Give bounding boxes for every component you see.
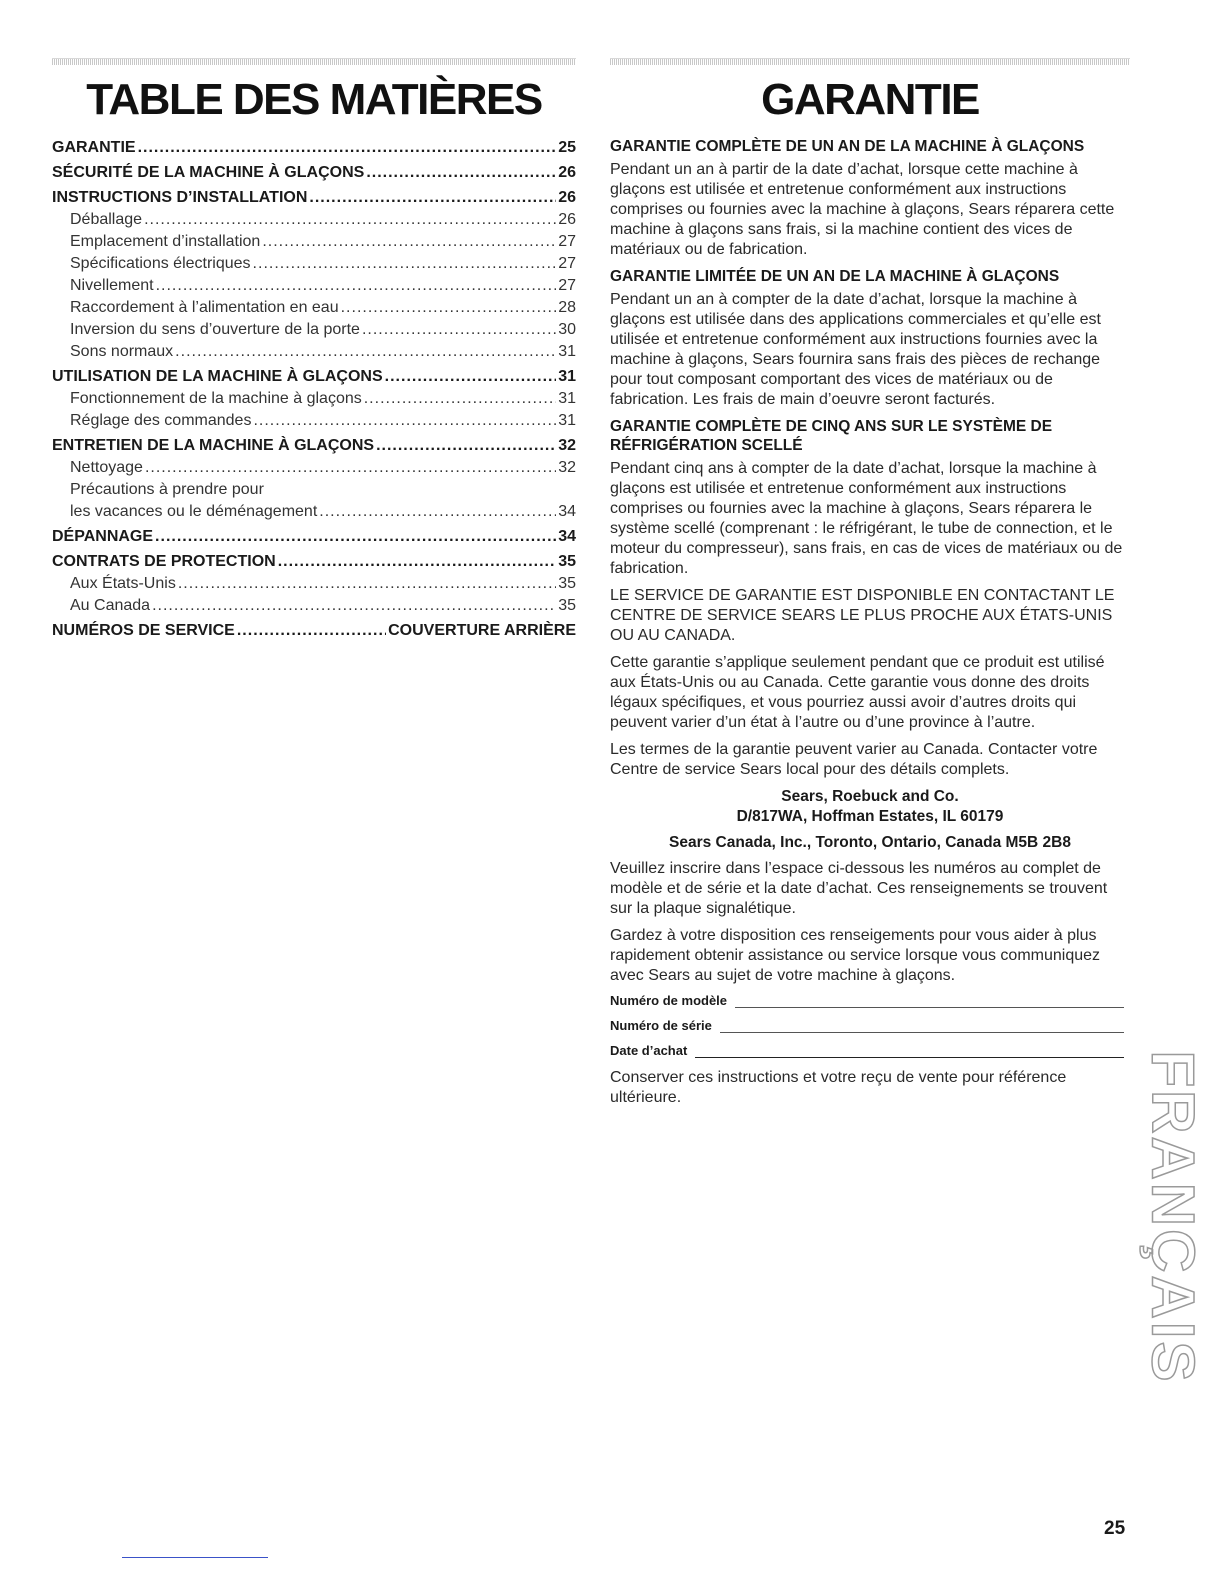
toc-entry — [52, 526, 576, 548]
toc-entry-label: UTILISATION DE LA MACHINE À GLAÇONS — [52, 368, 383, 385]
toc-column — [52, 58, 576, 642]
toc-entry — [52, 595, 576, 617]
toc-leader-dots — [341, 297, 557, 319]
model-number-row — [610, 993, 1130, 1008]
toc-entry-page: 34 — [558, 528, 576, 545]
scope-text: Cette garantie s’applique seulement pendant que ce produit est utilisé aux États-Unis ou au Canada. Cette garantie vous donne des droits légaux spécifiques, et vous pourriez aussi avoir d’autres droits qui peuvent varier d’un état à l’autre ou d’une province à l’autre. — [610, 654, 1105, 731]
toc-entry-label: Emplacement d’installation — [70, 233, 261, 250]
toc-leader-dots — [253, 253, 557, 275]
address-line-3: Sears Canada, Inc., Toronto, Ontario, Canada M5B 2B8 — [669, 834, 1071, 851]
toc-leader-dots — [364, 388, 556, 410]
address-line-1: Sears, Roebuck and Co. — [781, 788, 959, 805]
toc-entry-page: 25 — [558, 139, 576, 156]
toc-entry-label: Nettoyage — [70, 459, 143, 476]
purchase-date-label: Date d’achat — [610, 1043, 688, 1058]
toc-leader-dots — [376, 435, 556, 457]
toc-entry-label: SÉCURITÉ DE LA MACHINE À GLAÇONS — [52, 164, 365, 181]
warranty-column — [610, 58, 1130, 1115]
toc-leader-dots — [278, 551, 557, 573]
toc-entry — [52, 435, 576, 457]
toc-entry-page: 34 — [558, 503, 576, 520]
keep-text: Gardez à votre disposition ces renseigements pour vous aider à plus rapidement obtenir assistance ou service lorsque vous communiquez avec Sears au sujet de votre machine à glaçons. — [610, 927, 1101, 984]
toc-entry — [52, 366, 576, 388]
toc-entry-label: NUMÉROS DE SERVICE — [52, 622, 235, 639]
toc-entry-label: GARANTIE — [52, 139, 136, 156]
toc-entry-label: les vacances ou le déménagement — [70, 503, 318, 520]
toc-entry — [52, 319, 576, 341]
page-number: 25 — [1104, 1518, 1126, 1539]
toc-entry-label: Inversion du sens d’ouverture de la porte — [70, 321, 360, 338]
closing-text: Conserver ces instructions et votre reçu de vente pour référence ultérieure. — [610, 1069, 1067, 1106]
toc-entry-label: DÉPANNAGE — [52, 528, 154, 545]
toc-entry — [52, 162, 576, 184]
toc-leader-dots — [366, 162, 556, 184]
toc-entry-page: 31 — [558, 390, 576, 407]
toc-entry — [52, 137, 576, 159]
purchase-date-field[interactable] — [695, 1043, 1124, 1058]
full-one-year-heading: GARANTIE COMPLÈTE DE UN AN DE LA MACHINE À GLAÇONS — [610, 138, 1085, 155]
toc-entry-page: 35 — [558, 597, 576, 614]
toc-leader-dots — [362, 319, 556, 341]
toc-title: TABLE DES MATIÈRES — [86, 75, 542, 124]
toc-leader-dots — [152, 595, 556, 617]
toc-leader-dots — [178, 573, 556, 595]
language-side-label: FRANÇAIS — [1139, 1050, 1207, 1384]
toc-entry-page: 27 — [558, 255, 576, 272]
toc-list — [52, 137, 576, 642]
toc-entry-page: 26 — [558, 189, 576, 206]
toc-entry-page: 32 — [558, 437, 576, 454]
toc-entry-label: Raccordement à l’alimentation en eau — [70, 299, 339, 316]
toc-entry-page: 31 — [558, 412, 576, 429]
model-number-label: Numéro de modèle — [610, 993, 728, 1008]
warranty-title: GARANTIE — [761, 75, 979, 124]
toc-entry-page: 27 — [558, 233, 576, 250]
toc-entry: Précautions à prendre pour — [70, 481, 264, 498]
toc-entry — [52, 253, 576, 275]
bottom-divider — [122, 1557, 268, 1558]
serial-number-field[interactable] — [720, 1018, 1124, 1033]
top-rule — [610, 58, 1130, 65]
toc-entry-page: 28 — [558, 299, 576, 316]
toc-leader-dots — [253, 410, 556, 432]
model-number-field[interactable] — [735, 993, 1124, 1008]
toc-entry-label: Spécifications électriques — [70, 255, 251, 272]
toc-entry-page: 31 — [558, 368, 576, 385]
toc-entry — [52, 620, 576, 642]
toc-entry-label: Sons normaux — [70, 343, 174, 360]
toc-leader-dots — [155, 526, 556, 548]
toc-entry — [52, 187, 576, 209]
toc-entry — [52, 388, 576, 410]
address-line-2: D/817WA, Hoffman Estates, IL 60179 — [736, 808, 1004, 825]
toc-entry-page: 27 — [558, 277, 576, 294]
language-side-tab — [1139, 1050, 1207, 1384]
toc-entry-label: Au Canada — [70, 597, 151, 614]
service-text: LE SERVICE DE GARANTIE EST DISPONIBLE EN CONTACTANT LE CENTRE DE SERVICE SEARS LE PLUS PROCHE AUX ÉTATS-UNIS OU AU CANADA. — [610, 587, 1115, 644]
toc-entry-page: 35 — [558, 575, 576, 592]
top-rule — [52, 58, 576, 65]
limited-one-year-text: Pendant un an à compter de la date d’achat, lorsque la machine à glaçons est utilisée dans des applications commerciales et qu’elle est utilisée et entretenue conformément aux instructions fournies avec la machine à glaçons, Sears fournira sans frais des pièces de rechange pour tout composant comportant des vices de matériaux ou de fabrication. Les frais de main d’oeuvre seront facturés. — [610, 291, 1101, 408]
toc-entry — [52, 297, 576, 319]
toc-leader-dots — [156, 275, 557, 297]
toc-entry — [52, 410, 576, 432]
record-text: Veuillez inscrire dans l’espace ci-dessous les numéros au complet de modèle et de série et la date d’achat. Ces renseignements se trouvent sur la plaque signalétique. — [610, 860, 1108, 917]
five-year-heading: GARANTIE COMPLÈTE DE CINQ ANS SUR LE SYSTÈME DE RÉFRIGÉRATION SCELLÉ — [610, 418, 1053, 454]
toc-entry-page: 26 — [558, 211, 576, 228]
toc-entry-label: Nivellement — [70, 277, 154, 294]
serial-number-row — [610, 1018, 1130, 1033]
toc-entry-label: Fonctionnement de la machine à glaçons — [70, 390, 362, 407]
toc-entry-page: 32 — [558, 459, 576, 476]
five-year-text: Pendant cinq ans à compter de la date d’achat, lorsque la machine à glaçons est utilisée et entretenue conformément aux instructions comprises ou fournies avec la machine à glaçons, Sears réparera le système scellé (comprenant : le réfrigérant, le tube de connection, et le moteur du compresseur), sans frais, en cas de vices de matériaux ou de fabrication. — [610, 460, 1123, 577]
toc-leader-dots — [309, 187, 556, 209]
toc-entry-label: INSTRUCTIONS D’INSTALLATION — [52, 189, 308, 206]
canada-text: Les termes de la garantie peuvent varier au Canada. Contacter votre Centre de service Sears local pour des détails complets. — [610, 741, 1098, 778]
limited-one-year-heading: GARANTIE LIMITÉE DE UN AN DE LA MACHINE À GLAÇONS — [610, 268, 1060, 285]
toc-leader-dots — [385, 366, 557, 388]
toc-leader-dots — [319, 501, 556, 523]
toc-entry — [52, 209, 576, 231]
toc-leader-dots — [262, 231, 556, 253]
toc-entry-page: 30 — [558, 321, 576, 338]
toc-entry — [52, 457, 576, 479]
toc-entry-page: COUVERTURE ARRIÈRE — [388, 622, 576, 639]
purchase-date-row — [610, 1043, 1130, 1058]
toc-entry-label: ENTRETIEN DE LA MACHINE À GLAÇONS — [52, 437, 375, 454]
toc-entry-label: Aux États-Unis — [70, 575, 176, 592]
toc-entry — [52, 275, 576, 297]
toc-entry-page: 31 — [558, 343, 576, 360]
toc-entry — [52, 573, 576, 595]
toc-entry-page: 26 — [558, 164, 576, 181]
toc-leader-dots — [145, 457, 556, 479]
toc-leader-dots — [144, 209, 556, 231]
serial-number-label: Numéro de série — [610, 1018, 712, 1033]
toc-entry-page: 35 — [558, 553, 576, 570]
full-one-year-text: Pendant un an à partir de la date d’achat, lorsque cette machine à glaçons est utilisée et entretenue conformément aux instructions comprises ou fournies avec la machine à glaçons, Sears réparera cette machine à glaçons sans frais, si la machine contient des vices de matériaux ou de fabrication. — [610, 161, 1115, 258]
toc-entry — [52, 551, 576, 573]
toc-entry-label: Réglage des commandes — [70, 412, 252, 429]
toc-entry — [52, 341, 576, 363]
toc-entry — [52, 231, 576, 253]
toc-entry-label: CONTRATS DE PROTECTION — [52, 553, 276, 570]
toc-leader-dots — [237, 620, 386, 642]
toc-leader-dots — [175, 341, 556, 363]
toc-leader-dots — [138, 137, 557, 159]
toc-entry-label: Déballage — [70, 211, 143, 228]
toc-entry — [52, 501, 576, 523]
